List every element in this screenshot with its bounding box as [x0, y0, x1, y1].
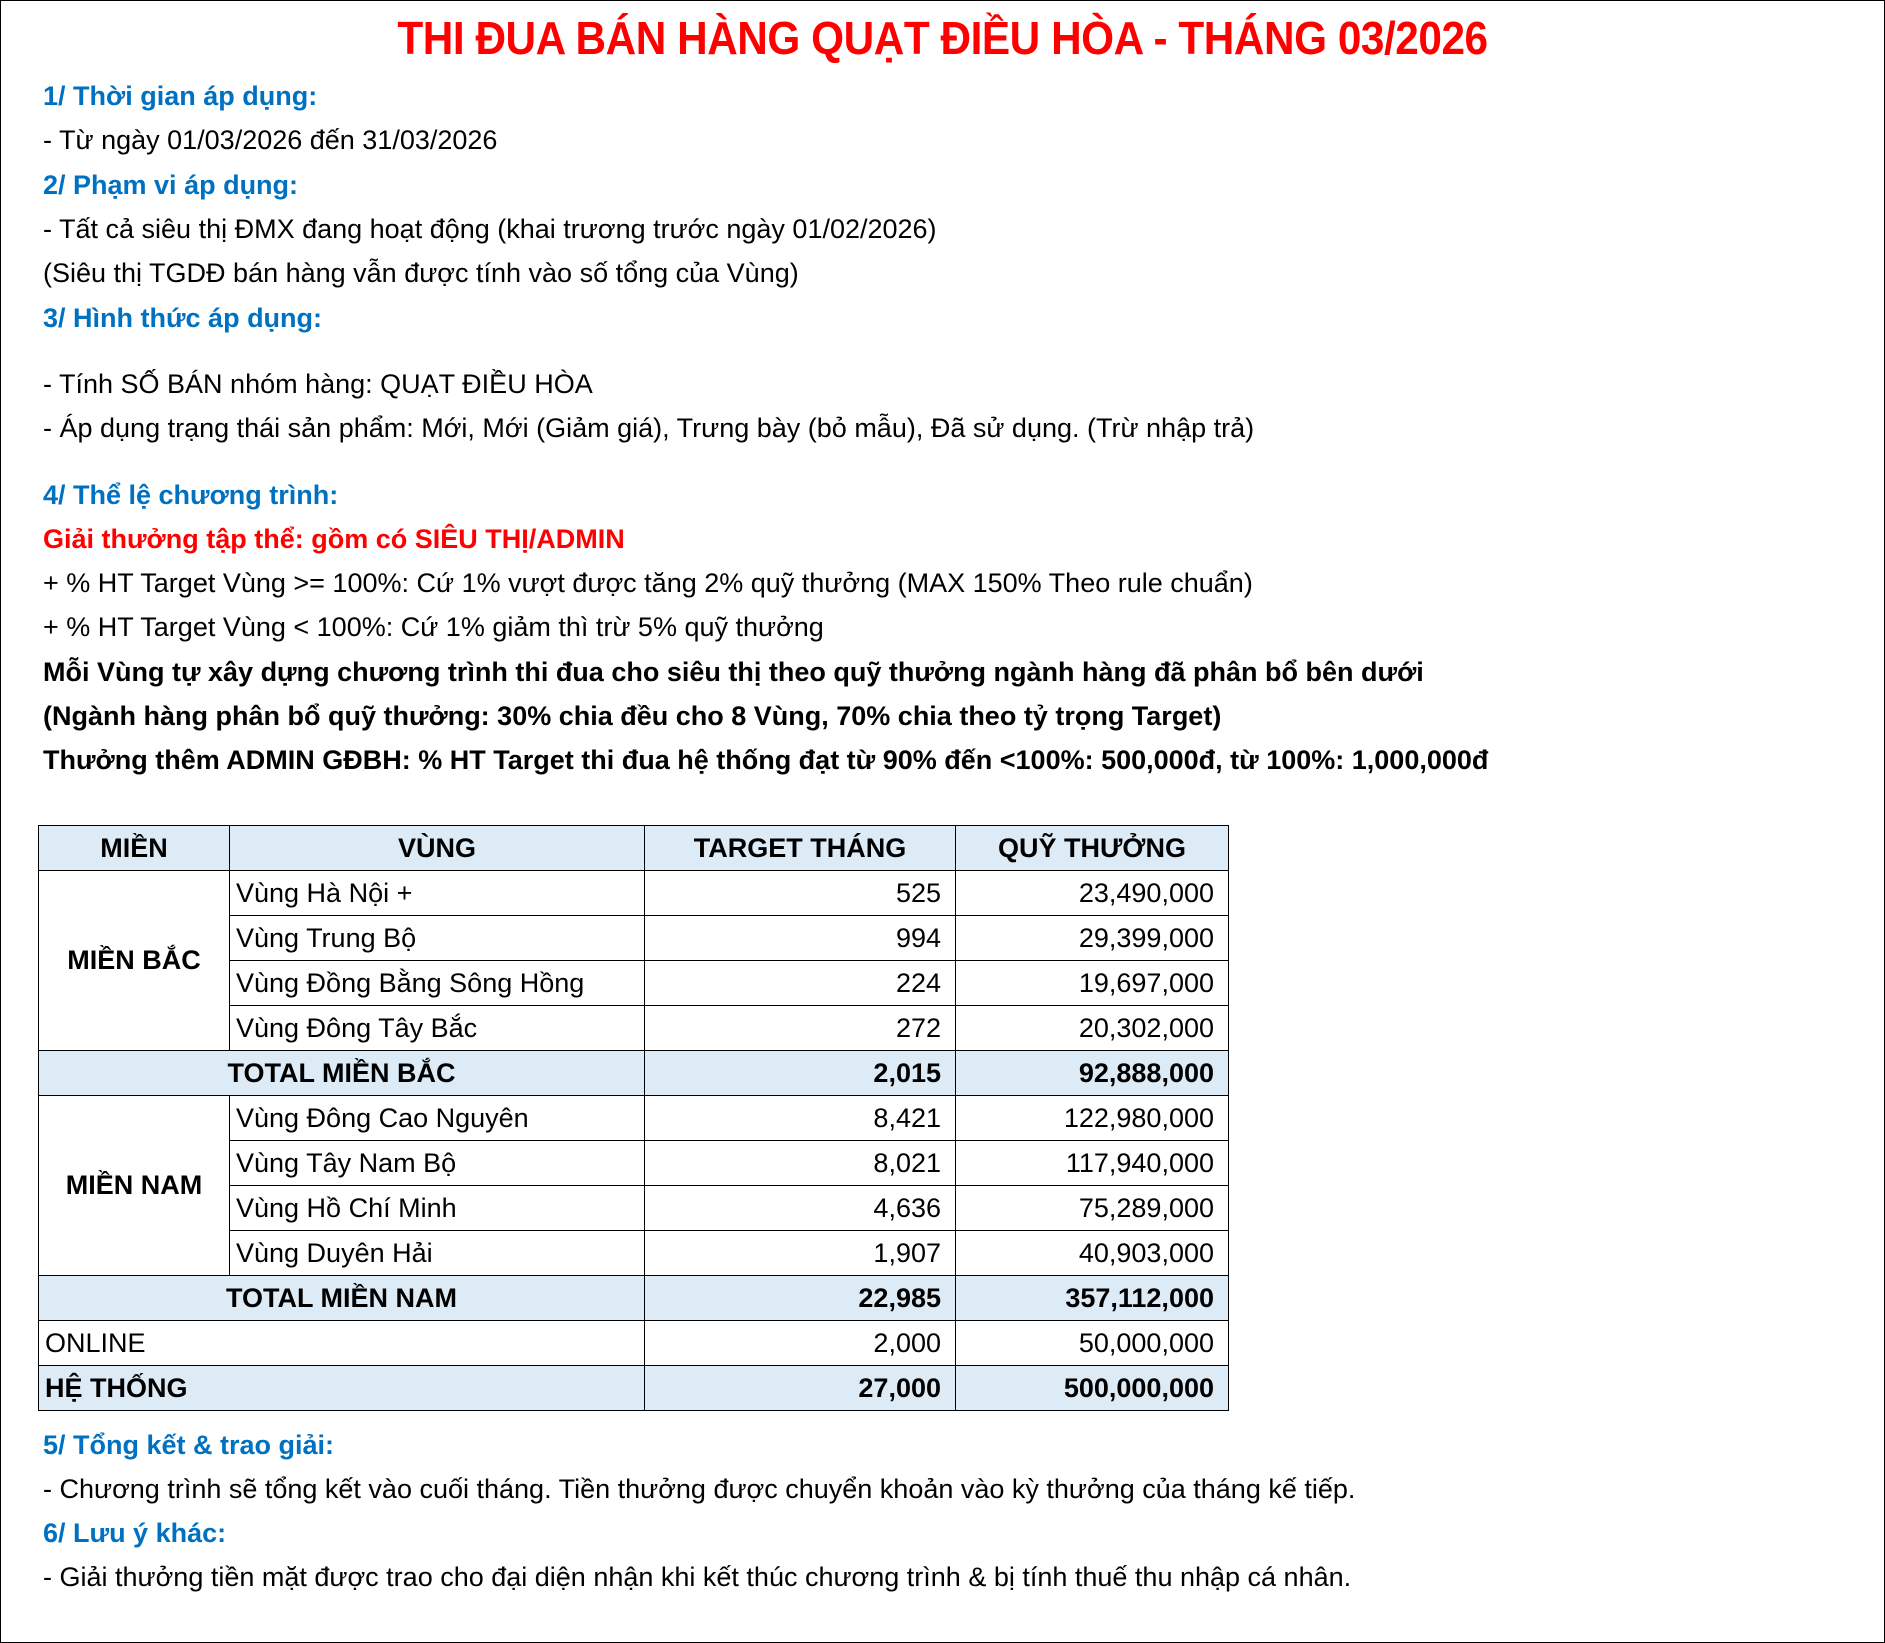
- rule-line: + % HT Target Vùng >= 100%: Cứ 1% vượt được tăng 2% quỹ thưởng (MAX 150% Theo rule chuẩn): [43, 568, 1253, 598]
- online-target: 2,000: [645, 1321, 956, 1366]
- total-row: [39, 1276, 1229, 1321]
- bold-note-line: Mỗi Vùng tự xây dựng chương trình thi đua cho siêu thị theo quỹ thưởng ngành hàng đã phân bổ bên dưới: [43, 657, 1424, 687]
- fund-cell: 23,490,000: [956, 871, 1229, 916]
- fund-cell: 29,399,000: [956, 916, 1229, 961]
- online-row: [39, 1321, 1229, 1366]
- total-label: TOTAL MIỀN BẮC: [39, 1051, 645, 1096]
- online-label: ONLINE: [39, 1321, 645, 1366]
- target-cell: 994: [645, 916, 956, 961]
- total-target: 2,015: [645, 1051, 956, 1096]
- area-cell: Vùng Hà Nội +: [230, 871, 645, 916]
- bold-note-line: (Ngành hàng phân bổ quỹ thưởng: 30% chia đều cho 8 Vùng, 70% chia theo tỷ trọng Target): [43, 701, 1222, 731]
- target-cell: 525: [645, 871, 956, 916]
- fund-cell: 19,697,000: [956, 961, 1229, 1006]
- table-row: [39, 871, 1229, 916]
- region-cell: MIỀN NAM: [39, 1096, 230, 1276]
- online-fund: 50,000,000: [956, 1321, 1229, 1366]
- fund-cell: 122,980,000: [956, 1096, 1229, 1141]
- total-label: TOTAL MIỀN NAM: [39, 1276, 645, 1321]
- section3-line: - Áp dụng trạng thái sản phẩm: Mới, Mới (Giảm giá), Trưng bày (bỏ mẫu), Đã sử dụng. (Trừ nhập trả): [43, 413, 1255, 443]
- target-cell: 224: [645, 961, 956, 1006]
- section1-heading: 1/ Thời gian áp dụng:: [43, 81, 318, 111]
- total-target: 22,985: [645, 1276, 956, 1321]
- system-target: 27,000: [645, 1366, 956, 1411]
- section6-heading: 6/ Lưu ý khác:: [43, 1518, 227, 1548]
- target-cell: 8,021: [645, 1141, 956, 1186]
- target-cell: 4,636: [645, 1186, 956, 1231]
- area-cell: Vùng Trung Bộ: [230, 916, 645, 961]
- system-fund: 500,000,000: [956, 1366, 1229, 1411]
- section2-heading: 2/ Phạm vi áp dụng:: [43, 170, 299, 200]
- column-header: VÙNG: [230, 826, 645, 871]
- section6-line: - Giải thưởng tiền mặt được trao cho đại diện nhận khi kết thúc chương trình & bị tính thuế thu nhập cá nhân.: [43, 1562, 1352, 1592]
- area-cell: Vùng Đông Tây Bắc: [230, 1006, 645, 1051]
- section4-heading: 4/ Thể lệ chương trình:: [43, 480, 339, 510]
- section1-line: - Từ ngày 01/03/2026 đến 31/03/2026: [43, 125, 498, 155]
- area-cell: Vùng Đồng Bằng Sông Hồng: [230, 961, 645, 1006]
- area-cell: Vùng Hồ Chí Minh: [230, 1186, 645, 1231]
- target-cell: 8,421: [645, 1096, 956, 1141]
- system-total-row: [39, 1366, 1229, 1411]
- section5-line: - Chương trình sẽ tổng kết vào cuối tháng. Tiền thưởng được chuyển khoản vào kỳ thưởng của tháng kế tiếp.: [43, 1474, 1356, 1504]
- column-header: TARGET THÁNG: [645, 826, 956, 871]
- collective-award-line: Giải thưởng tập thể: gồm có SIÊU THỊ/ADMIN: [43, 524, 625, 554]
- table-row: [39, 1096, 1229, 1141]
- rule-line: + % HT Target Vùng < 100%: Cứ 1% giảm thì trừ 5% quỹ thưởng: [43, 612, 824, 642]
- reward-fund-table: [38, 825, 1229, 1411]
- total-fund: 92,888,000: [956, 1051, 1229, 1096]
- area-cell: Vùng Tây Nam Bộ: [230, 1141, 645, 1186]
- fund-cell: 75,289,000: [956, 1186, 1229, 1231]
- section3-heading: 3/ Hình thức áp dụng:: [43, 303, 323, 333]
- section5-heading: 5/ Tổng kết & trao giải:: [43, 1430, 335, 1460]
- column-header: QUỸ THƯỞNG: [956, 826, 1229, 871]
- section2-line: (Siêu thị TGDĐ bán hàng vẫn được tính vào số tổng của Vùng): [43, 258, 799, 288]
- target-cell: 1,907: [645, 1231, 956, 1276]
- section3-line: - Tính SỐ BÁN nhóm hàng: QUẠT ĐIỀU HÒA: [43, 369, 593, 399]
- fund-cell: 40,903,000: [956, 1231, 1229, 1276]
- page-title: THI ĐUA BÁN HÀNG QUẠT ĐIỀU HÒA - THÁNG 03/2026: [397, 12, 1488, 64]
- table-header-row: [39, 826, 1229, 871]
- target-cell: 272: [645, 1006, 956, 1051]
- column-header: MIỀN: [39, 826, 230, 871]
- area-cell: Vùng Duyên Hải: [230, 1231, 645, 1276]
- fund-cell: 20,302,000: [956, 1006, 1229, 1051]
- section2-line: - Tất cả siêu thị ĐMX đang hoạt động (khai trương trước ngày 01/02/2026): [43, 214, 937, 244]
- bold-note-line: Thưởng thêm ADMIN GĐBH: % HT Target thi đua hệ thống đạt từ 90% đến <100%: 500,000đ, từ 100%: 1,000,000đ: [43, 745, 1489, 775]
- area-cell: Vùng Đông Cao Nguyên: [230, 1096, 645, 1141]
- fund-cell: 117,940,000: [956, 1141, 1229, 1186]
- total-row: [39, 1051, 1229, 1096]
- total-fund: 357,112,000: [956, 1276, 1229, 1321]
- system-label: HỆ THỐNG: [39, 1366, 645, 1411]
- region-cell: MIỀN BẮC: [39, 871, 230, 1051]
